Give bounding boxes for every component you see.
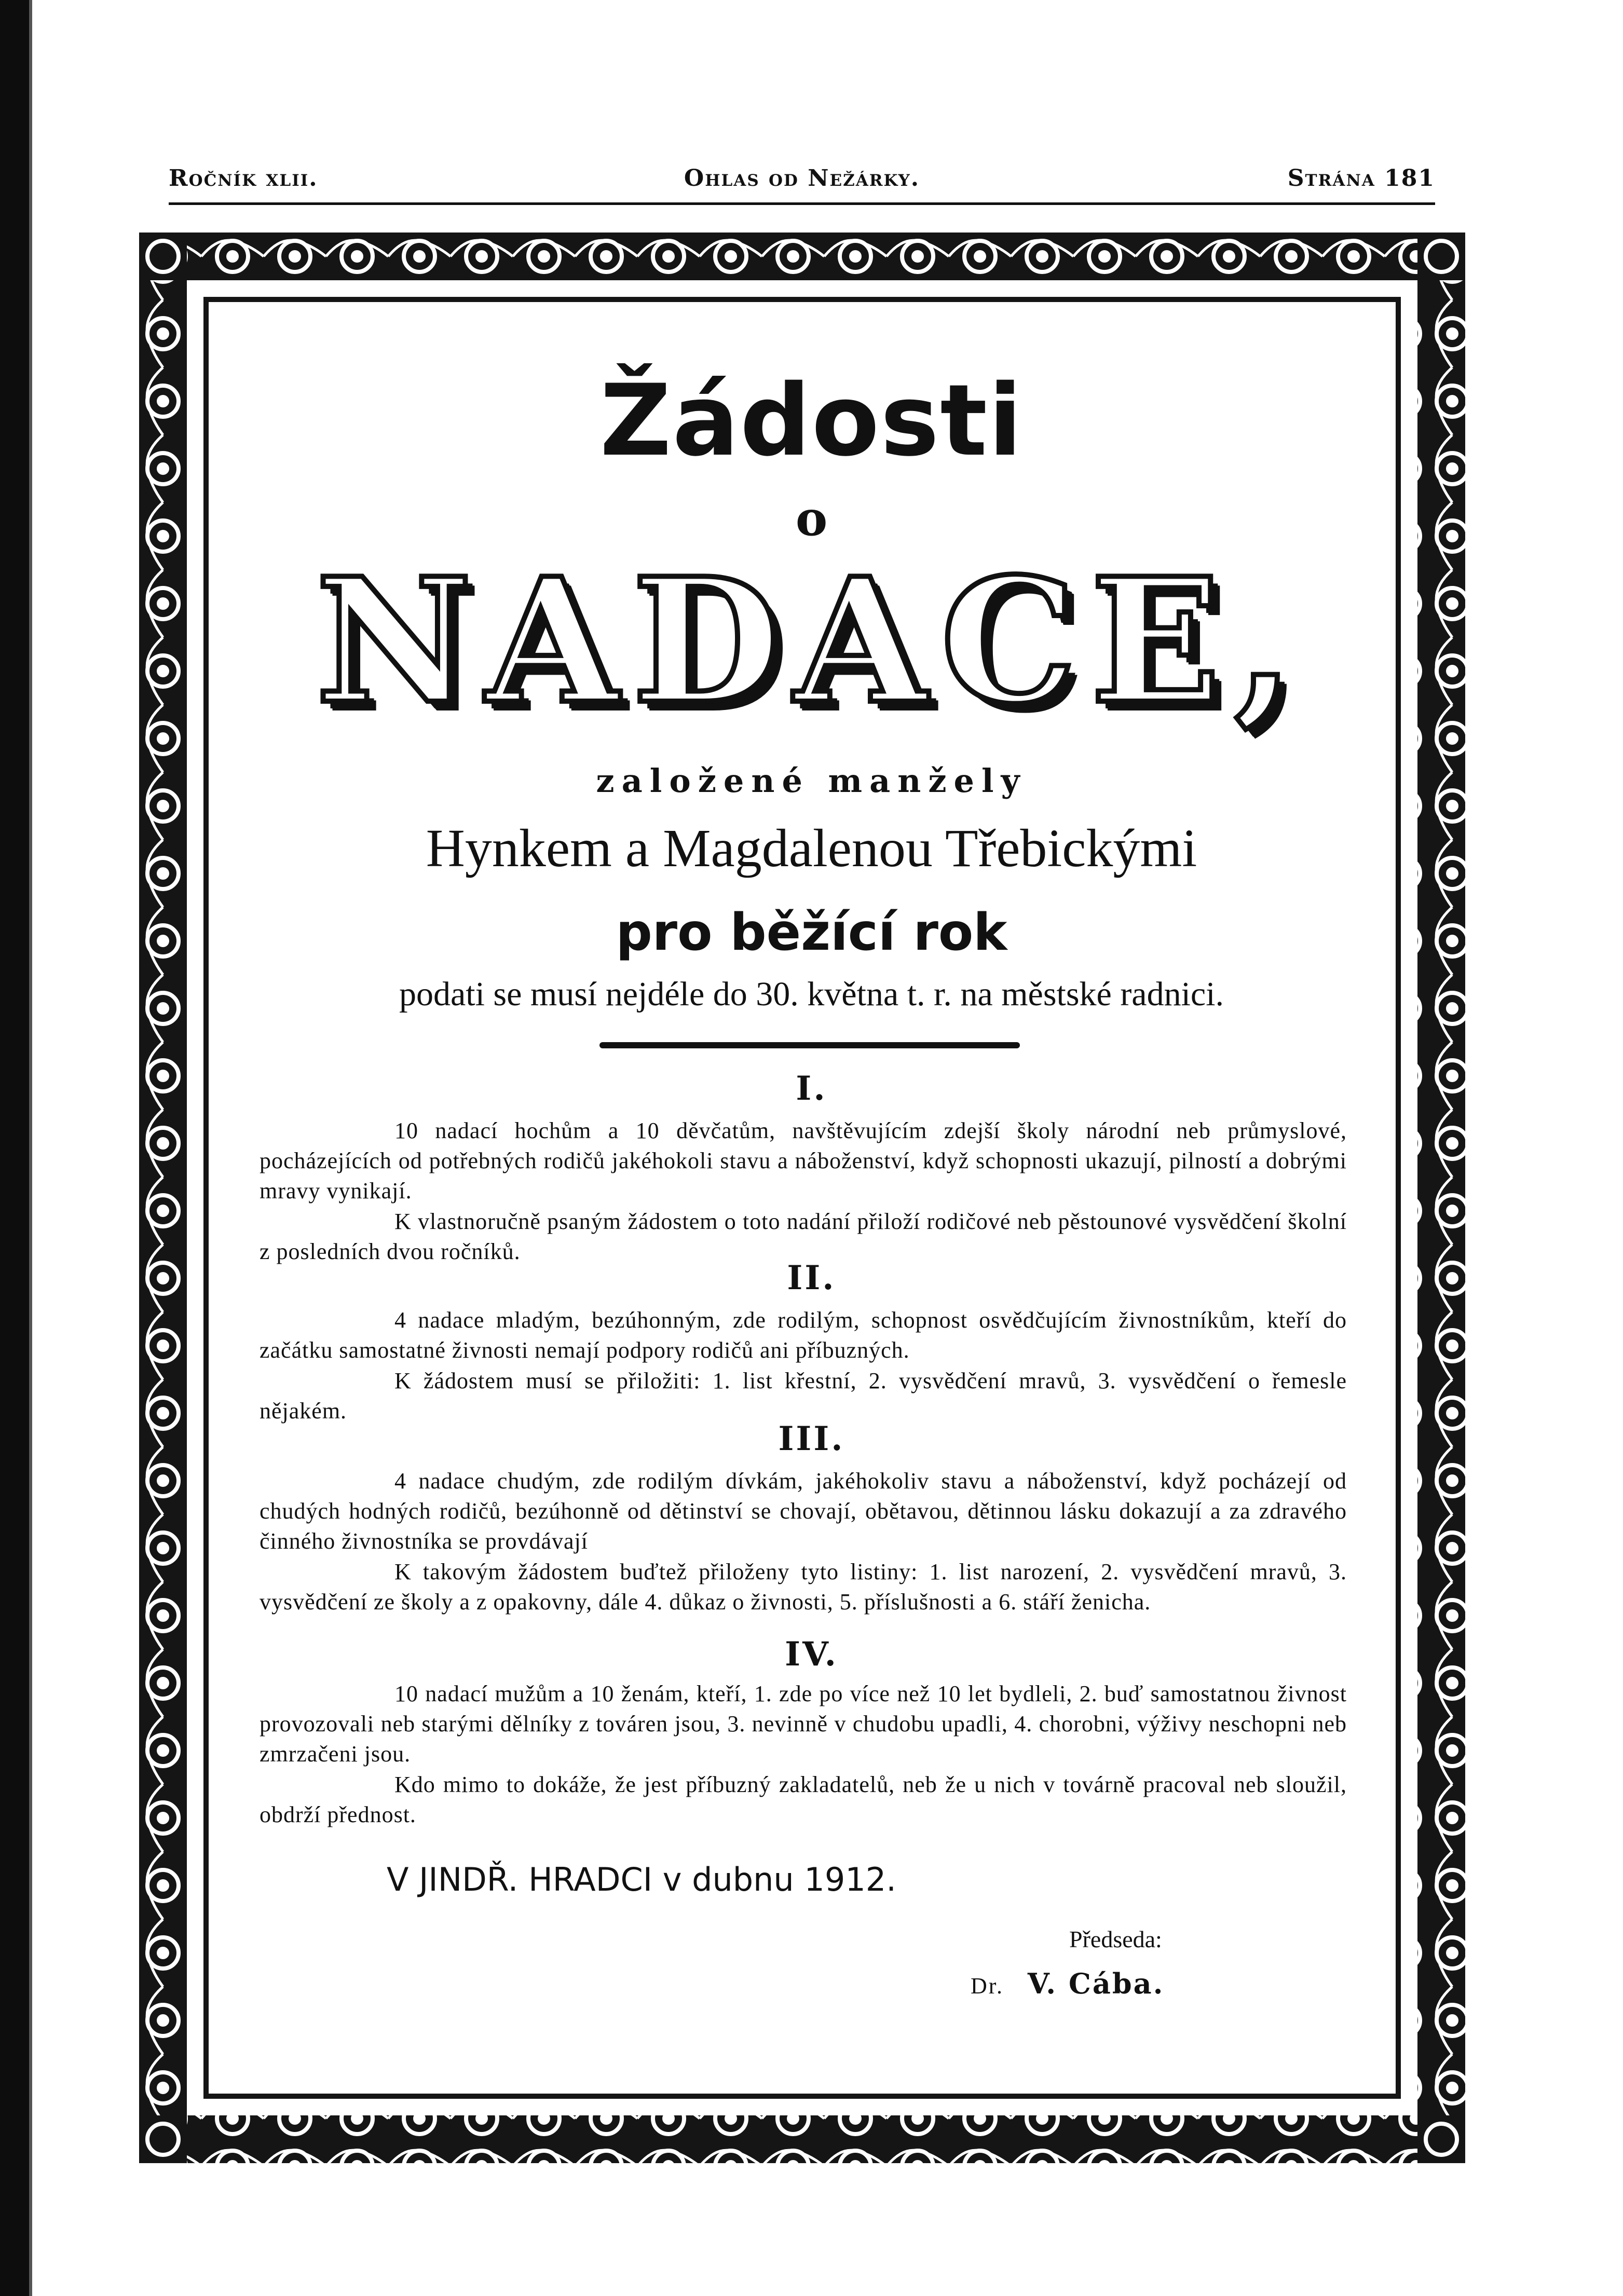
scan-edge-line — [29, 0, 32, 2296]
section-paragraph: K vlastnoručně psaným žádostem o toto nadání přiloží rodičové neb pěstounové vysvědčení školní z posledních dvou ročníků. — [260, 1209, 1347, 1264]
section-paragraph: 4 nadace chudým, zde rodilým dívkám, jakéhokoliv stavu a náboženství, když pocházejí od chudých hodných rodičů, bezúhonně od dětinství se chovají, obětavou, dětinnou lásku dokazují a za zdravého činného živnostníka se provdávají — [260, 1468, 1347, 1554]
page-header — [169, 165, 1435, 201]
deadline-line: podati se musí nejdéle do 30. května t. r. na městské radnici. — [399, 975, 1224, 1013]
place-date: V JINDŘ. HRADCI v dubnu 1912. — [387, 1861, 896, 1898]
newspaper-title: Ohlas od Nežárky. — [684, 165, 920, 192]
scan-edge — [0, 0, 29, 2296]
section-paragraph: K žádostem musí se přiložiti: 1. list křestní, 2. vysvědčení mravů, 3. vysvědčení o řemesle nějakém. — [260, 1368, 1347, 1424]
signature — [971, 1967, 1164, 2000]
volume-label: Ročník xlii. — [169, 165, 318, 192]
header-rule — [169, 202, 1435, 205]
section-paragraph: 10 nadací mužům a 10 ženám, kteří, 1. zde po více než 10 let bydleli, 2. buď samostatnou živnost provozovali neb starými dělníky z továren jsou, 3. nevinně v chudobu upadli, 4. chorobni, výživy neschopni neb zmrzačeni jsou. — [260, 1681, 1347, 1767]
section-numeral: II. — [787, 1259, 836, 1297]
section-paragraph: 4 nadace mladým, bezúhonným, zde rodilým, schopnost osvědčujícím živnostníkům, kteří do začátku samostatné živnosti nemají podpory rodičů ani příbuzných. — [260, 1307, 1347, 1363]
section-paragraph: K takovým žádostem buďtež přiloženy tyto listiny: 1. list narození, 2. vysvědčení mravů, 3. vysvědčení ze školy a z opakovny, dále 4. důkaz o živnosti, 5. příslušnosti a 6. stáří ženicha. — [260, 1559, 1347, 1615]
divider-rule — [599, 1042, 1020, 1048]
section-numeral: IV. — [785, 1635, 838, 1674]
section-numeral: I. — [796, 1069, 827, 1108]
founders-names: Hynkem a Magdalenou Třebickými — [426, 818, 1197, 878]
signer-role: Předseda: — [1069, 1926, 1162, 1952]
year-line: pro běžící rok — [616, 903, 1007, 962]
notice-title: Žádosti — [599, 363, 1024, 478]
established-by: založené manžely — [596, 762, 1027, 800]
section-paragraph: Kdo mimo to dokáže, že jest příbuzný zakladatelů, neb že u nich v továrně pracoval neb sloužil, obdrží přednost. — [260, 1772, 1347, 1827]
notice-main-word: NADACE, — [316, 540, 1307, 742]
signer-title: Dr. — [971, 1973, 1004, 1999]
section-paragraph: 10 nadací hochům a 10 děvčatům, navštěvujícím zdejší školy národní neb průmyslové, pocházejících od potřebných rodičů jakéhokoli stavu a náboženství, když schopnosti ukazují, pilností a dobrými mravy vynikají. — [260, 1118, 1347, 1204]
signer-name: V. Cába. — [1027, 1967, 1165, 2000]
page-number: Strána 181 — [1287, 165, 1435, 192]
section-numeral: III. — [778, 1419, 845, 1458]
notice-preposition: o — [795, 490, 828, 546]
